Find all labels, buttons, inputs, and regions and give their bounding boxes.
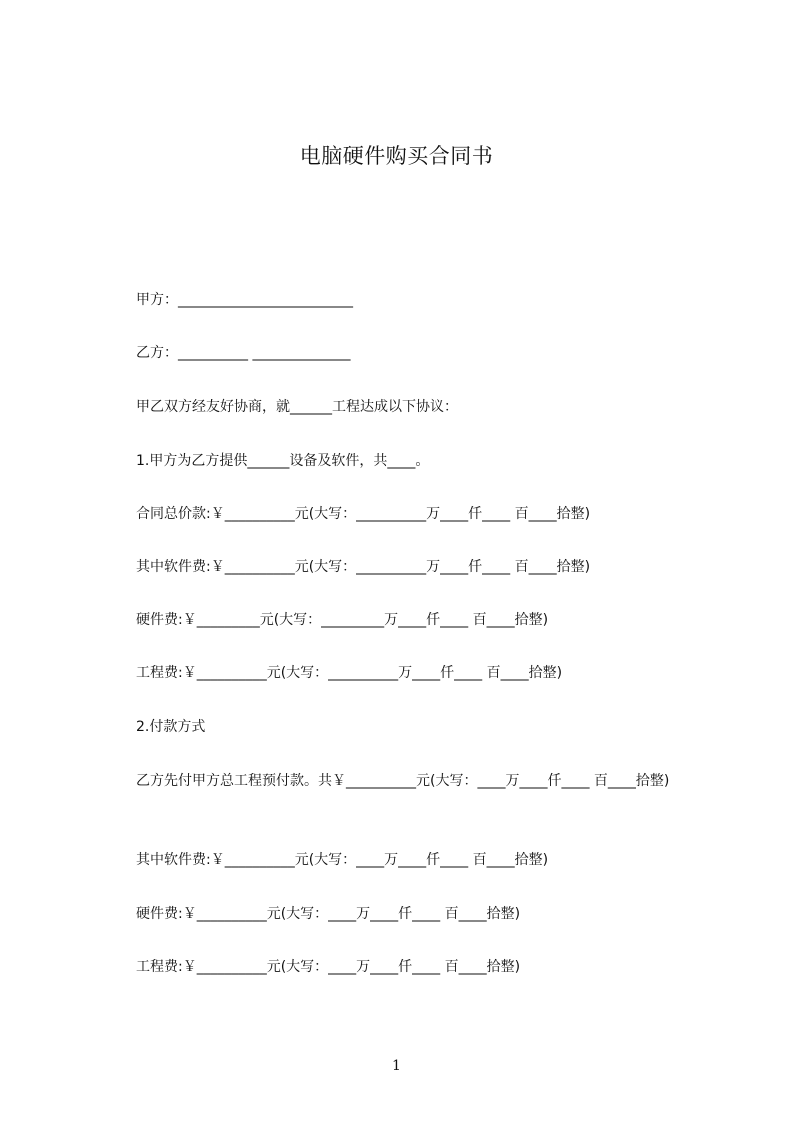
engineering-fee-line: 工程费:￥__________元(大写：__________万____仟____ 百____拾整) — [136, 665, 563, 681]
clause-2-heading: 2.付款方式 — [136, 719, 206, 735]
page-number: 1 — [392, 1058, 401, 1074]
advance-software-fee-line: 其中软件费:￥__________元(大写：____万____仟____ 百____拾整) — [136, 852, 549, 868]
party-a-line: 甲方：_________________________ — [136, 292, 353, 308]
clause-1: 1.甲方为乙方提供______设备及软件，共____。 — [136, 453, 430, 469]
page-title: 电脑硬件购买合同书 — [299, 144, 494, 168]
advance-hardware-fee-line: 硬件费:￥__________元(大写：____万____仟____ 百____拾整) — [136, 906, 521, 922]
software-fee-line: 其中软件费:￥__________元(大写：__________万____仟____ 百____拾整) — [136, 559, 591, 575]
agreement-intro: 甲乙双方经友好协商，就______工程达成以下协议： — [136, 399, 458, 415]
advance-payment-paragraph: 乙方先付甲方总工程预付款。共￥__________元(大写：____万____仟____ 百____拾整) — [136, 773, 670, 789]
advance-engineering-fee-line: 工程费:￥__________元(大写：____万____仟____ 百____拾整) — [136, 959, 521, 975]
party-b-line: 乙方：__________ ______________ — [136, 345, 351, 361]
total-price-line: 合同总价款:￥__________元(大写：__________万____仟____ 百____拾整) — [136, 506, 591, 522]
hardware-fee-line: 硬件费:￥_________元(大写：_________万____仟____ 百____拾整) — [136, 612, 549, 628]
